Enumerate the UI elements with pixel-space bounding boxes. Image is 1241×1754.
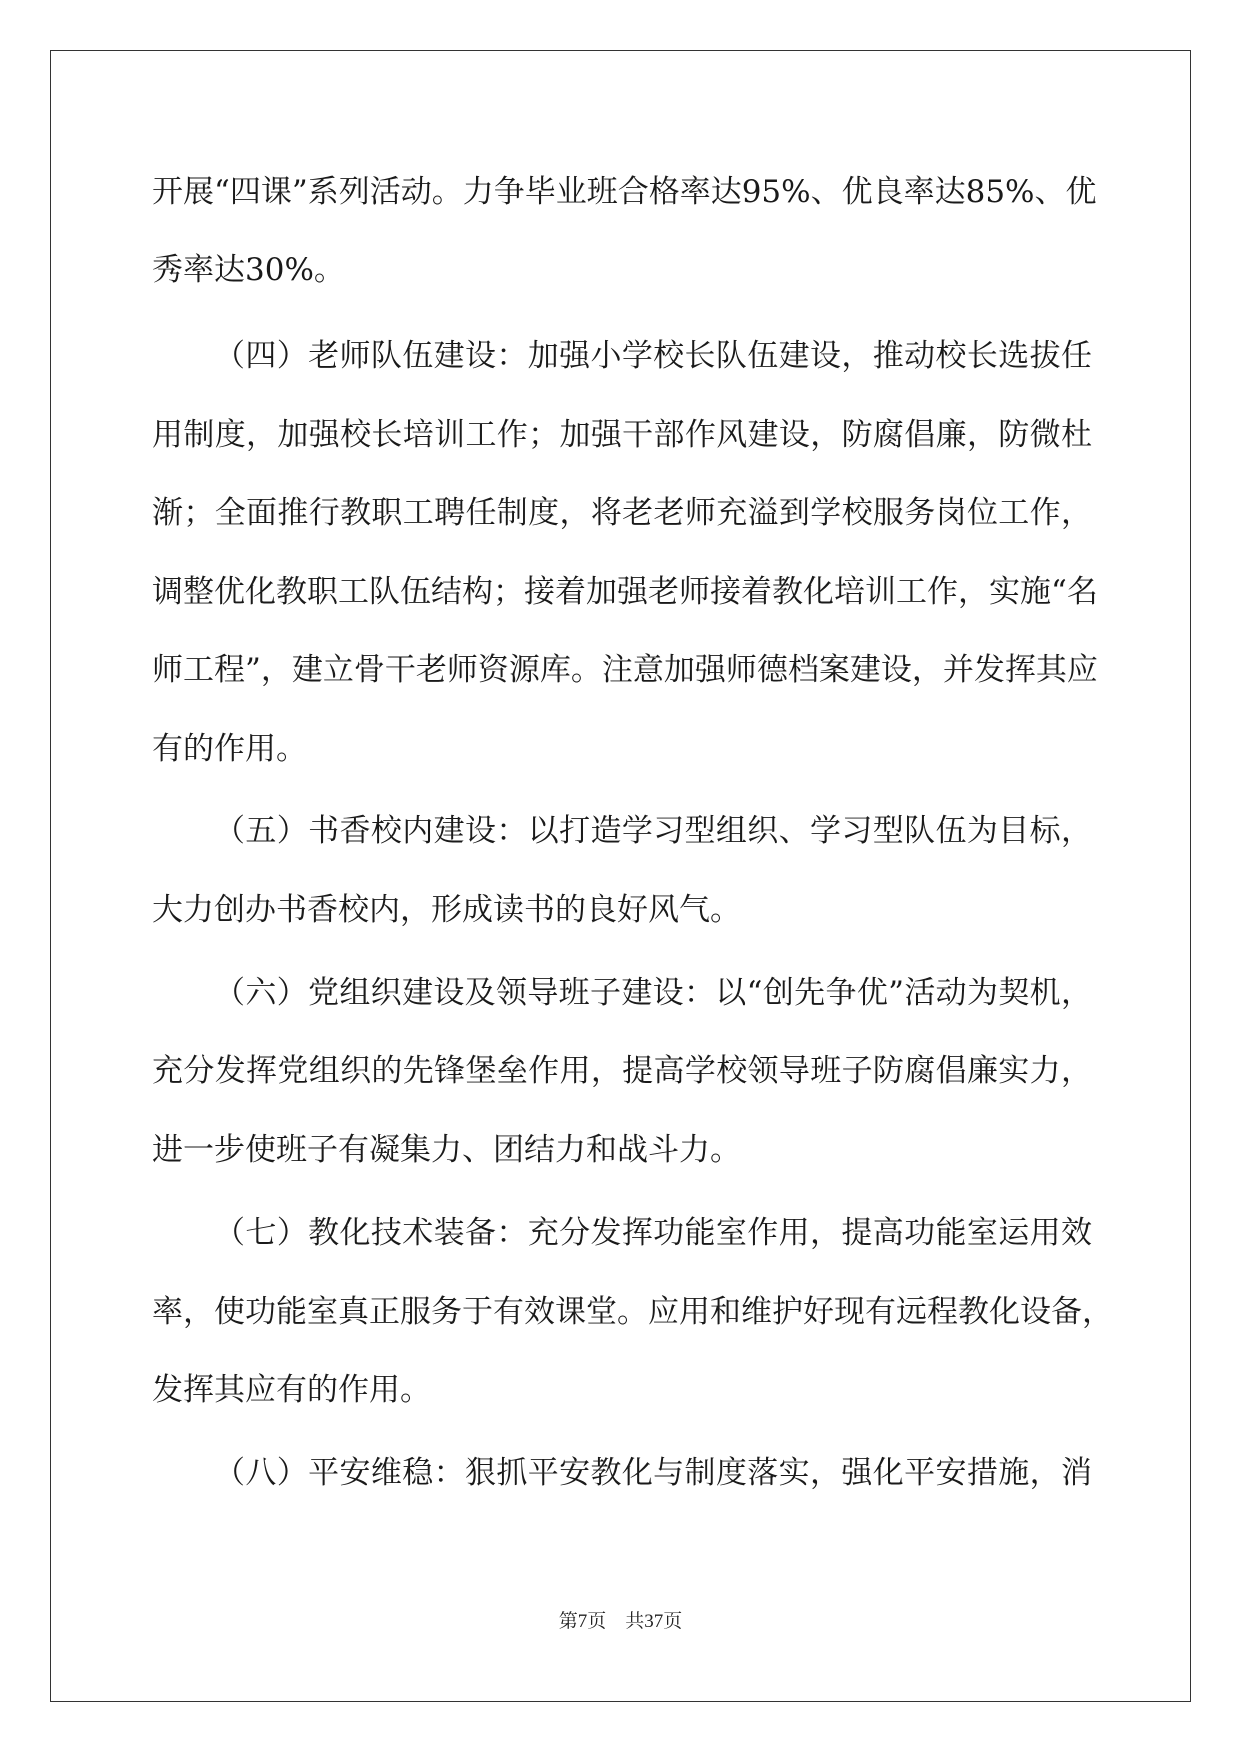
paragraph-first-line: （五）书香校内建设：以打造学习型组织、学习型队伍为目标， — [214, 813, 1092, 849]
text-line: 充分发挥党组织的先锋堡垒作用，提高学校领导班子防腐倡廉实力， — [152, 1053, 1092, 1089]
paragraph-first-line: （八）平安维稳：狠抓平安教化与制度落实，强化平安措施，消 — [214, 1455, 1092, 1491]
text-line: 师工程”，建立骨干老师资源库。注意加强师德档案建设，并发挥其应 — [152, 652, 1098, 688]
text-line: 渐；全面推行教职工聘任制度，将老老师充溢到学校服务岗位工作， — [152, 495, 1092, 531]
text-line: 用制度，加强校长培训工作；加强干部作风建设，防腐倡廉，防微杜 — [152, 417, 1092, 453]
text-line: 秀率达30%。 — [152, 252, 345, 288]
paragraph-first-line: （四）老师队伍建设：加强小学校长队伍建设，推动校长选拔任 — [214, 338, 1092, 374]
text-line: 大力创办书香校内，形成读书的良好风气。 — [152, 892, 741, 928]
paragraph-first-line: （七）教化技术装备：充分发挥功能室作用，提高功能室运用效 — [214, 1215, 1092, 1251]
text-line: 发挥其应有的作用。 — [152, 1372, 431, 1408]
paragraph-first-line: （六）党组织建设及领导班子建设：以“创先争优”活动为契机， — [214, 975, 1092, 1011]
text-line: 调整优化教职工队伍结构；接着加强老师接着教化培训工作，实施“名 — [152, 574, 1098, 610]
page-number-footer: 第7页 共37页 — [558, 1611, 683, 1632]
text-line: 开展“四课”系列活动。力争毕业班合格率达95%、优良率达85%、优 — [152, 174, 1097, 210]
text-line: 进一步使班子有凝集力、团结力和战斗力。 — [152, 1132, 741, 1168]
text-line: 有的作用。 — [152, 731, 307, 767]
text-line: 率，使功能室真正服务于有效课堂。应用和维护好现有远程教化设备， — [152, 1294, 1113, 1330]
